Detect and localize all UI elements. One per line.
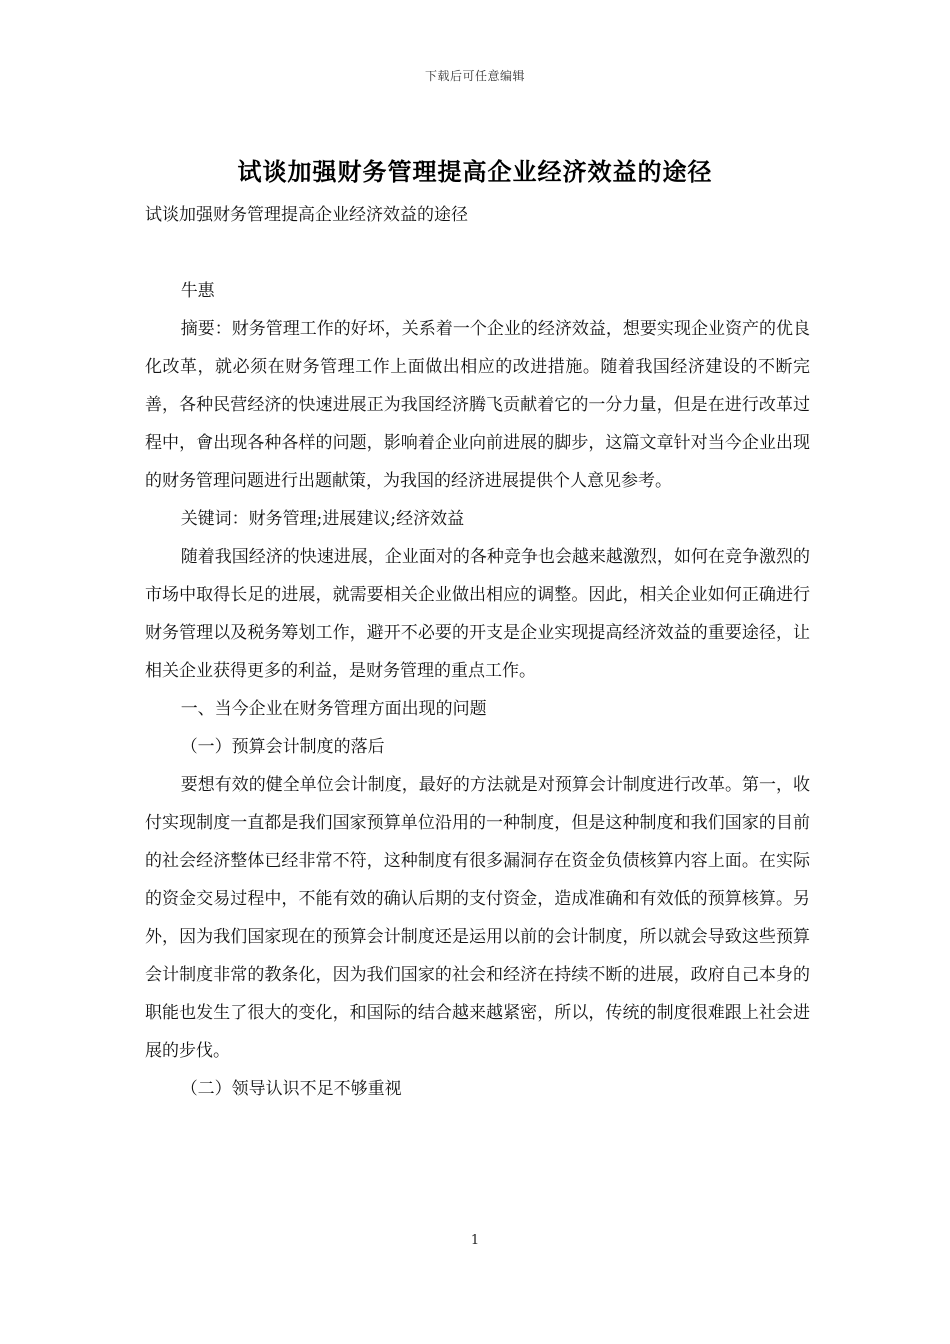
- document-subtitle: 试谈加强财务管理提高企业经济效益的途径: [145, 205, 468, 225]
- abstract-paragraph: 摘要：财务管理工作的好坏，关系着一个企业的经济效益，想要实现企业资产的优良化改革，就必须在财务管理工作上面做出相应的改进措施。随着我国经济建设的不断完善，各种民营经济的快速进展正为我国经济腾飞贡献着它的一分力量，但是在进行改革过程中，會出现各种各样的问题，影响着企业向前进展的脚步，这篇文章针对当今企业出现的财务管理问题进行出题献策，为我国的经济进展提供个人意见参考。: [145, 319, 810, 491]
- header-note: 下载后可任意编辑: [424, 69, 525, 83]
- page-number: 1: [470, 1233, 480, 1248]
- document-title: 试谈加强财务管理提高企业经济效益的途径: [237, 157, 713, 186]
- blank-line: [145, 234, 810, 272]
- keywords-line: 关键词：财务管理;进展建议;经济效益: [180, 509, 465, 529]
- subsection-heading-1: （一）预算会计制度的落后: [180, 737, 385, 757]
- subsection-1-body: 要想有效的健全单位会计制度，最好的方法就是对预算会计制度进行改革。第一，收付实现制度一直都是我们国家预算单位沿用的一种制度，但是这种制度和我们国家的目前的社会经济整体已经非常不符，这种制度有很多漏洞存在资金负债核算内容上面。在实际的资金交易过程中，不能有效的确认后期的支付资金，造成准确和有效低的预算核算。另外，因为我们国家现在的预算会计制度还是运用以前的会计制度，所以就会导致这些预算会计制度非常的教条化，因为我们国家的社会和经济在持续不断的进展，政府自己本身的职能也发生了很大的变化，和国际的结合越来越紧密，所以，传统的制度很难跟上社会进展的步伐。: [145, 775, 810, 1061]
- document-body: [145, 196, 810, 1108]
- intro-paragraph: 随着我国经济的快速进展，企业面对的各种竞争也会越来越激烈，如何在竞争激烈的市场中取得长足的进展，就需要相关企业做出相应的调整。因此，相关企业如何正确进行财务管理以及税务筹划工作，避开不必要的开支是企业实现提高经济效益的重要途径，让相关企业获得更多的利益，是财务管理的重点工作。: [145, 547, 810, 681]
- author-name: 牛惠: [180, 281, 215, 301]
- section-heading-1: 一、当今企业在财务管理方面出现的问题: [180, 699, 487, 719]
- subsection-heading-2: （二）领导认识不足不够重视: [180, 1079, 402, 1099]
